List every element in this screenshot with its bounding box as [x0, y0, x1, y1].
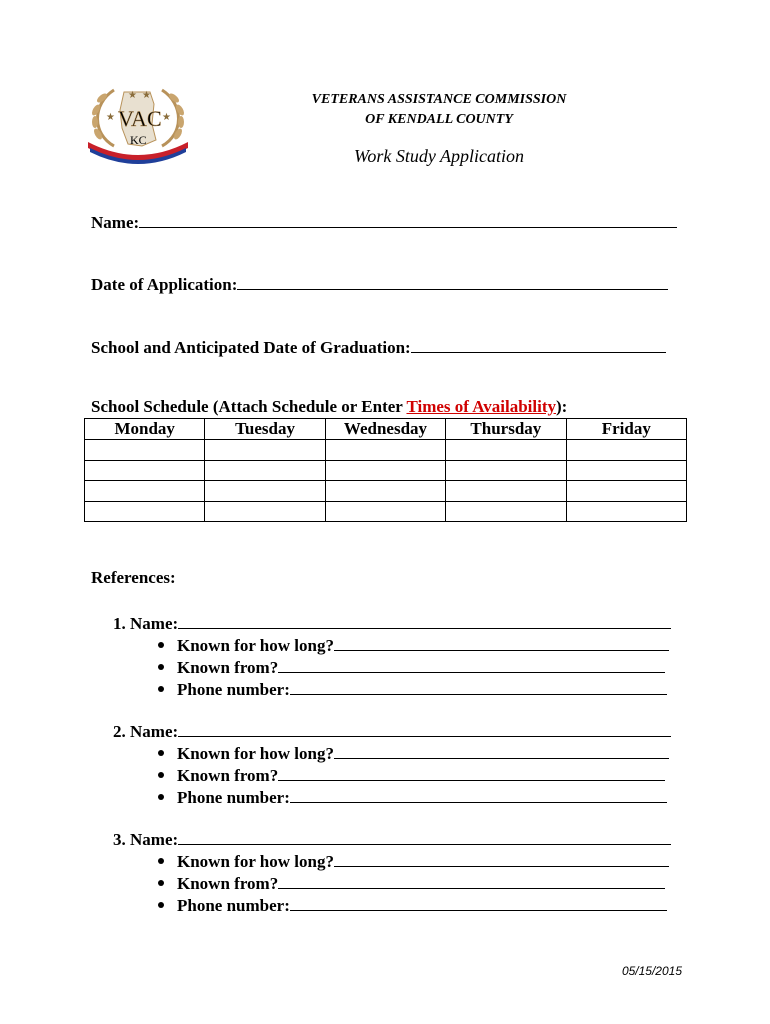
schedule-cell[interactable]: [205, 481, 325, 502]
known-long-line[interactable]: [334, 741, 669, 759]
known-from-line[interactable]: [278, 763, 665, 781]
bullet-icon: [158, 902, 164, 908]
schedule-header-row: [85, 419, 687, 440]
schedule-cell[interactable]: [446, 460, 566, 481]
name-field[interactable]: [91, 210, 677, 233]
reference-2-name[interactable]: [113, 719, 671, 742]
bullet-icon: [158, 750, 164, 756]
schedule-cell[interactable]: [85, 501, 205, 522]
school-graduation-field[interactable]: [91, 335, 666, 358]
phone-line[interactable]: [290, 785, 667, 803]
bullet-icon: [158, 858, 164, 864]
known-from-line[interactable]: [278, 871, 665, 889]
svg-text:★: ★: [128, 90, 137, 101]
phone-label: Phone number:: [177, 788, 290, 807]
schedule-row: [85, 501, 687, 522]
schedule-cell[interactable]: [566, 481, 686, 502]
day-tuesday: Tuesday: [205, 419, 325, 440]
known-from-line[interactable]: [278, 655, 665, 673]
day-wednesday: Wednesday: [325, 419, 445, 440]
schedule-cell[interactable]: [85, 481, 205, 502]
reference-1-known-from[interactable]: [158, 655, 665, 678]
schedule-cell[interactable]: [325, 460, 445, 481]
schedule-heading: [91, 397, 567, 417]
schedule-row: [85, 440, 687, 461]
schedule-prefix: School Schedule (Attach Schedule or Enter: [91, 397, 407, 416]
reference-1-name[interactable]: [113, 611, 671, 634]
schedule-cell[interactable]: [446, 501, 566, 522]
day-friday: Friday: [566, 419, 686, 440]
known-long-line[interactable]: [334, 849, 669, 867]
schedule-table: [84, 418, 687, 522]
known-from-label: Known from?: [177, 874, 279, 893]
schedule-cell[interactable]: [325, 501, 445, 522]
schedule-cell[interactable]: [205, 501, 325, 522]
reference-3-name[interactable]: [113, 827, 671, 850]
reference-1-phone[interactable]: [158, 677, 667, 700]
svg-text:★: ★: [162, 112, 171, 123]
reference-1-name-line[interactable]: [178, 611, 671, 629]
phone-line[interactable]: [290, 677, 667, 695]
schedule-cell[interactable]: [566, 460, 686, 481]
reference-3-known-from[interactable]: [158, 871, 665, 894]
revision-date: 05/15/2015: [621, 964, 682, 978]
reference-3-name-line[interactable]: [178, 827, 671, 845]
reference-2-known-long[interactable]: [158, 741, 669, 764]
day-thursday: Thursday: [446, 419, 566, 440]
phone-label: Phone number:: [177, 896, 290, 915]
school-graduation-line[interactable]: [411, 335, 666, 353]
date-of-application-line[interactable]: [237, 272, 668, 290]
bullet-icon: [158, 642, 164, 648]
bullet-icon: [158, 686, 164, 692]
known-from-label: Known from?: [177, 658, 279, 677]
name-label: Name:: [91, 213, 140, 232]
bullet-icon: [158, 772, 164, 778]
reference-2-name-line[interactable]: [178, 719, 671, 737]
form-title: Work Study Application: [354, 146, 524, 166]
reference-2-label: 2. Name:: [113, 722, 179, 741]
known-long-label: Known for how long?: [177, 636, 334, 655]
schedule-cell[interactable]: [325, 481, 445, 502]
phone-label: Phone number:: [177, 680, 290, 699]
date-of-application-label: Date of Application:: [91, 275, 238, 294]
date-of-application-field[interactable]: [91, 272, 668, 295]
bullet-icon: [158, 880, 164, 886]
logo-text-vac: VAC: [118, 106, 162, 131]
phone-line[interactable]: [290, 893, 667, 911]
logo-text-kc: KC: [130, 133, 147, 147]
schedule-cell[interactable]: [205, 460, 325, 481]
known-from-label: Known from?: [177, 766, 279, 785]
school-graduation-label: School and Anticipated Date of Graduation:: [91, 338, 411, 357]
reference-3-known-long[interactable]: [158, 849, 669, 872]
bullet-icon: [158, 664, 164, 670]
schedule-cell[interactable]: [446, 440, 566, 461]
schedule-cell[interactable]: [85, 440, 205, 461]
times-of-availability-link[interactable]: Times of Availability: [406, 397, 557, 416]
schedule-suffix: ):: [556, 397, 568, 416]
reference-3-label: 3. Name:: [113, 830, 179, 849]
svg-text:★: ★: [106, 112, 115, 123]
reference-2-phone[interactable]: [158, 785, 667, 808]
known-long-label: Known for how long?: [177, 852, 334, 871]
schedule-row: [85, 460, 687, 481]
schedule-cell[interactable]: [325, 440, 445, 461]
schedule-cell[interactable]: [566, 501, 686, 522]
schedule-row: [85, 481, 687, 502]
schedule-cell[interactable]: [85, 460, 205, 481]
references-title: References:: [91, 568, 176, 587]
day-monday: Monday: [85, 419, 205, 440]
reference-1-label: 1. Name:: [113, 614, 179, 633]
org-name-line2: OF KENDALL COUNTY: [365, 112, 513, 127]
schedule-cell[interactable]: [566, 440, 686, 461]
schedule-cell[interactable]: [446, 481, 566, 502]
known-long-line[interactable]: [334, 633, 669, 651]
known-long-label: Known for how long?: [177, 744, 334, 763]
org-name-line1: VETERANS ASSISTANCE COMMISSION: [311, 92, 567, 107]
reference-2-known-from[interactable]: [158, 763, 665, 786]
svg-text:★: ★: [142, 90, 151, 101]
name-line[interactable]: [139, 210, 677, 228]
reference-1-known-long[interactable]: [158, 633, 669, 656]
bullet-icon: [158, 794, 164, 800]
reference-3-phone[interactable]: [158, 893, 667, 916]
schedule-cell[interactable]: [205, 440, 325, 461]
